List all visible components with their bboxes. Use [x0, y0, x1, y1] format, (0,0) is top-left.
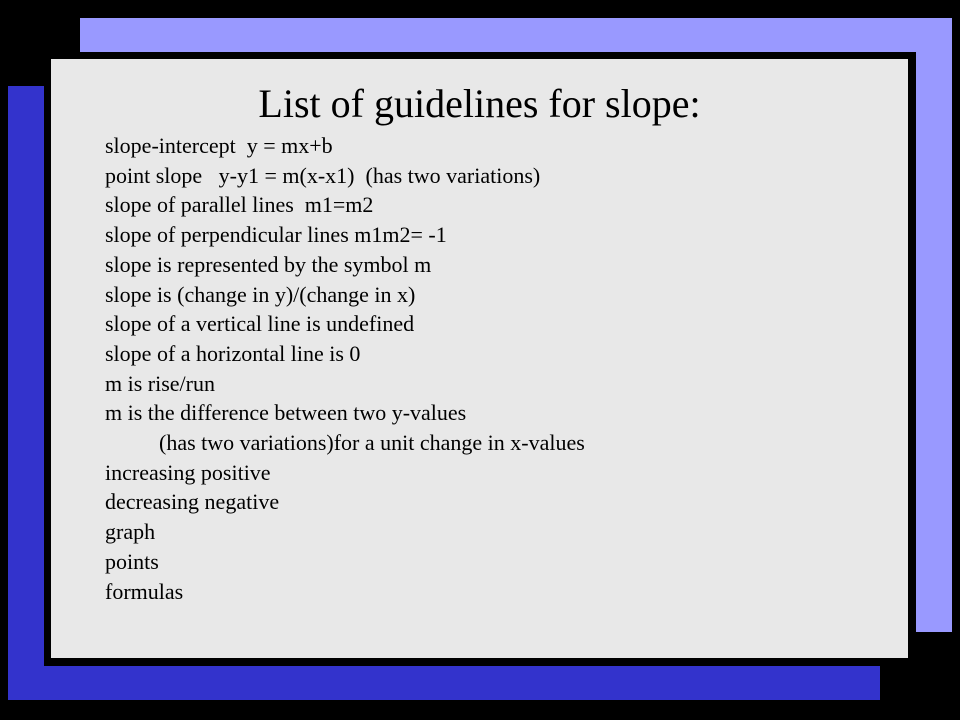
guideline-item: graph [105, 519, 156, 545]
guideline-item: slope of parallel lines m1=m2 [105, 192, 374, 218]
guideline-item: m is rise/run [105, 370, 215, 396]
guideline-item: slope of perpendicular lines m1m2= -1 [105, 222, 447, 248]
guideline-item: points [105, 548, 159, 574]
guideline-item: slope of a horizontal line is 0 [105, 340, 361, 366]
guideline-item: point slope y-y1 = m(x-x1) (has two variations) [105, 162, 541, 188]
guideline-item: increasing positive [105, 459, 271, 485]
guideline-item-continuation: (has two variations)for a unit change in x-values [159, 430, 585, 456]
slide-title: List of guidelines for slope: [258, 81, 701, 126]
guideline-item: slope is (change in y)/(change in x) [105, 281, 416, 307]
guideline-item: slope-intercept y = mx+b [105, 133, 333, 158]
guideline-list [105, 131, 585, 606]
guideline-item: slope is represented by the symbol m [105, 251, 432, 277]
guideline-item: slope of a vertical line is undefined [105, 311, 415, 337]
guideline-item: m is the difference between two y-values [105, 400, 467, 426]
guideline-item: formulas [105, 578, 184, 604]
guideline-item: decreasing negative [105, 489, 280, 515]
